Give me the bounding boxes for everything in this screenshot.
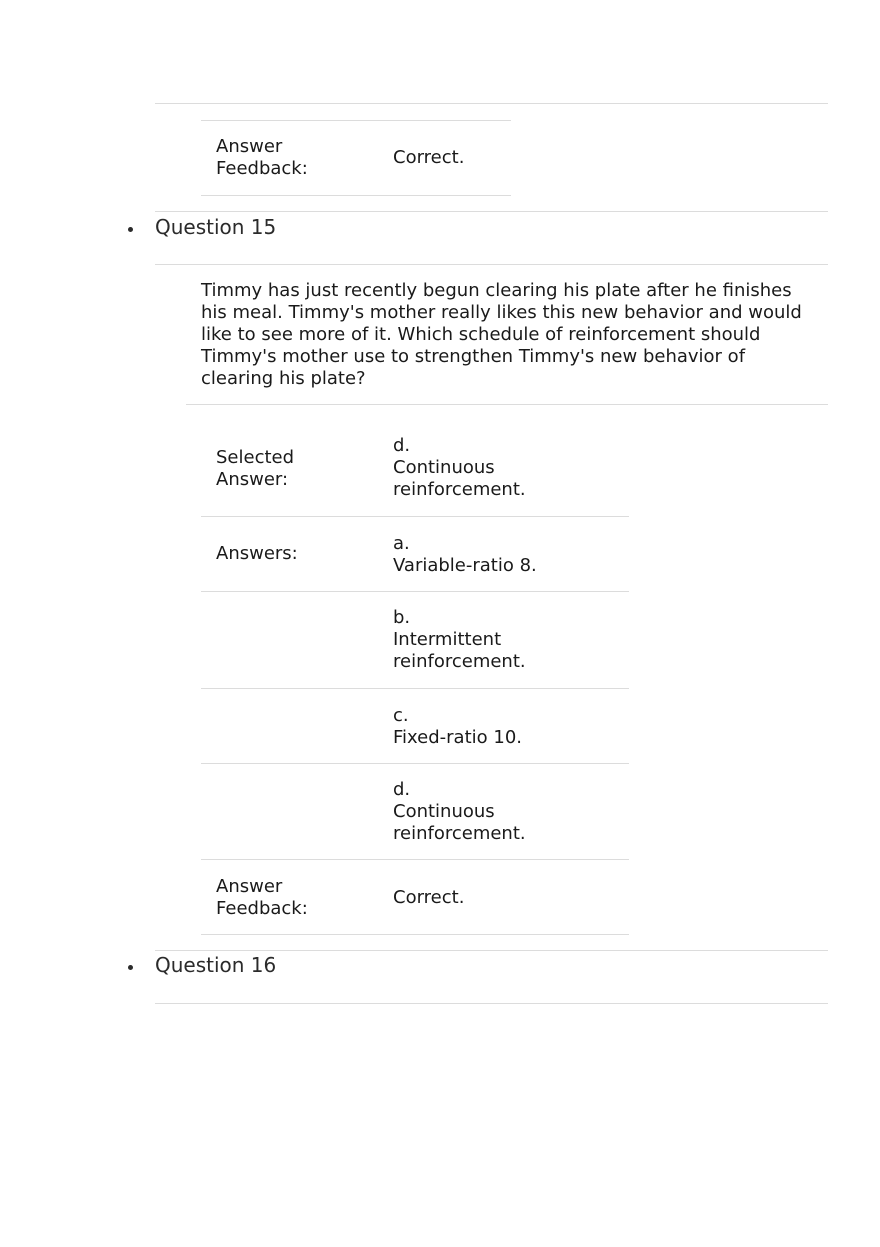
answer-option-a: a. Variable-ratio 8.	[393, 533, 537, 576]
answer-option-c: c. Fixed-ratio 10.	[393, 705, 522, 748]
question-15-bullet	[128, 227, 133, 232]
answer-option-d: d. Continuous reinforcement.	[393, 779, 526, 844]
feedback-table-bottom-border	[201, 195, 511, 196]
divider-top	[155, 103, 828, 104]
answer-option-b: b. Intermittent reinforcement.	[393, 607, 526, 672]
answer-feedback-value: Correct.	[393, 887, 465, 908]
row-divider	[201, 859, 629, 860]
answer-feedback-label: Answer Feedback:	[216, 876, 308, 919]
question-16-header-divider	[155, 1003, 828, 1004]
divider-before-q16	[155, 950, 828, 951]
question-16-title: Question 16	[155, 953, 277, 977]
question-15-text-divider	[186, 404, 828, 405]
prev-feedback-label: Answer Feedback:	[216, 136, 308, 179]
question-15-title: Question 15	[155, 215, 277, 239]
question-15-header-divider	[155, 264, 828, 265]
question-16-bullet	[128, 965, 133, 970]
prev-feedback-value: Correct.	[393, 147, 465, 168]
feedback-table-top-border	[201, 120, 511, 121]
row-divider	[201, 591, 629, 592]
selected-answer-value: d. Continuous reinforcement.	[393, 435, 526, 500]
row-divider	[201, 934, 629, 935]
row-divider	[201, 688, 629, 689]
question-15-text: Timmy has just recently begun clearing his plate after he finishes his meal. Timmy's mother really likes this new behavior and would like to see more of it. Which schedule of reinforcement should Timmy's mother use to strengthen Timmy's new behavior of clearing his plate?	[201, 280, 802, 389]
selected-answer-label: Selected Answer:	[216, 447, 295, 490]
row-divider	[201, 516, 629, 517]
row-divider	[201, 763, 629, 764]
answers-label: Answers:	[216, 543, 298, 564]
divider-before-q15	[155, 211, 828, 212]
